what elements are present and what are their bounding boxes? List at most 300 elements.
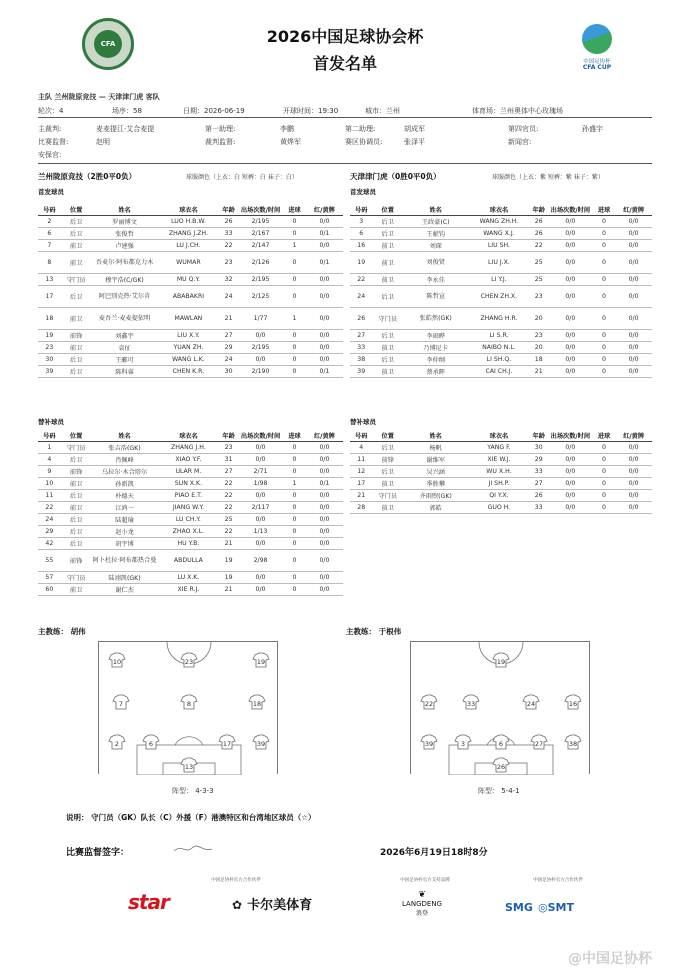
table-cell: 0/0	[306, 453, 343, 465]
table-cell: 后卫	[61, 215, 92, 227]
table-cell: 21	[219, 537, 238, 549]
referee-name: 麦麦提江·艾合麦提	[96, 125, 155, 133]
press-officer-label: 新闻官:	[508, 138, 532, 146]
table-cell: 0	[593, 239, 615, 251]
table-cell: ZHANG J.H.	[158, 441, 220, 453]
table-cell: 7	[38, 239, 61, 251]
table-cell: 23	[219, 441, 238, 453]
langdeng-name: LANGDENG	[402, 900, 442, 908]
table-cell: 57	[38, 571, 61, 583]
table-cell: 32	[219, 273, 238, 285]
table-cell: 25	[219, 513, 238, 525]
table-cell: 24	[38, 513, 61, 525]
table-cell: 29	[219, 341, 238, 353]
table-cell: 0/0	[238, 583, 283, 595]
table-cell: 0/0	[548, 227, 593, 239]
shirt-number: 26	[496, 763, 506, 771]
table-cell: 2/98	[238, 549, 283, 571]
table-row	[350, 477, 652, 489]
table-cell: 前卫	[372, 251, 403, 273]
table-cell: CHEN K.R.	[158, 365, 220, 377]
table-cell: 守门员	[61, 571, 92, 583]
table-cell: 26	[350, 307, 372, 329]
table-cell: 前锋	[61, 465, 92, 477]
pitch-lines	[99, 642, 279, 775]
table-cell: 乌拉尔·木合塔尔	[92, 465, 158, 477]
table-cell: 孙新凯	[92, 477, 158, 489]
table-cell: 后卫	[61, 489, 92, 501]
table-cell: CHEN ZH.X.	[468, 285, 529, 307]
home-starters-label: 首发球员	[38, 188, 64, 196]
table-row	[38, 477, 343, 489]
table-cell: 0	[283, 365, 306, 377]
table-cell: ABABAKRI	[158, 285, 220, 307]
table-cell: 0	[593, 453, 615, 465]
table-cell: 19	[219, 571, 238, 583]
table-cell: 0/0	[615, 215, 652, 227]
table-cell: 前卫	[61, 251, 92, 273]
table-cell: MU Q.Y.	[158, 273, 220, 285]
table-cell: WUMAR	[158, 251, 220, 273]
table-cell: 0/0	[306, 513, 343, 525]
table-cell: LIU SH.	[468, 239, 529, 251]
player-shirt-icon	[421, 695, 437, 709]
column-header: 位置	[372, 430, 403, 441]
table-cell: 0	[593, 489, 615, 501]
table-cell: WU X.H.	[468, 465, 529, 477]
table-cell: 2/117	[238, 501, 283, 513]
table-cell: 吾麦尔·阿布都克力木	[92, 251, 158, 273]
table-cell: LI SH.Q.	[468, 353, 529, 365]
column-header: 球衣名	[468, 204, 529, 215]
shirt-number: 17	[222, 740, 232, 748]
table-cell: 0/0	[548, 239, 593, 251]
cfa-logo-text: CFA	[94, 30, 122, 58]
table-cell: 前卫	[372, 365, 403, 377]
shirt-number: 24	[526, 700, 536, 708]
table-cell: 齐雨煦(GK)	[403, 489, 468, 501]
column-header: 出场次数/时间	[548, 204, 593, 215]
table-cell: YANG F.	[468, 441, 529, 453]
column-header: 姓名	[403, 204, 468, 215]
column-header: 球衣名	[468, 430, 529, 441]
column-header: 球衣名	[158, 204, 220, 215]
table-row	[350, 285, 652, 307]
shirt-number: 39	[256, 740, 266, 748]
table-cell: 0	[593, 477, 615, 489]
assistant1-label: 第一助理:	[205, 125, 236, 133]
away-coach: 主教练： 于根伟	[346, 627, 402, 636]
table-cell: 乃博尼卡	[403, 341, 468, 353]
table-row	[350, 353, 652, 365]
table-cell: 2/147	[238, 239, 283, 251]
table-cell: 2/126	[238, 251, 283, 273]
table-row	[350, 341, 652, 353]
table-cell: 26	[219, 215, 238, 227]
table-cell: LU CH.Y.	[158, 513, 220, 525]
table-cell: 17	[38, 285, 61, 307]
table-cell: 李仲纲	[403, 353, 468, 365]
table-cell: 22	[350, 273, 372, 285]
table-row	[38, 239, 343, 251]
column-header: 出场次数/时间	[238, 204, 283, 215]
table-cell: 陆超瑜	[92, 513, 158, 525]
table-row	[38, 513, 343, 525]
table-cell: 0/0	[238, 571, 283, 583]
cup-logo-line2: CFA CUP	[582, 64, 612, 71]
table-cell: 33	[530, 465, 548, 477]
assistant2-name: 胡成军	[404, 125, 425, 133]
player-shirt-icon	[493, 653, 509, 667]
table-cell: 后卫	[61, 285, 92, 307]
table-row	[38, 465, 343, 477]
shirt-number: 33	[466, 700, 476, 708]
table-cell: 2/195	[238, 341, 283, 353]
table-cell: 0	[593, 215, 615, 227]
table-cell: 9	[38, 465, 61, 477]
table-row	[38, 329, 343, 341]
table-cell: 23	[530, 285, 548, 307]
table-cell: 0/0	[615, 353, 652, 365]
player-shirt-icon	[253, 735, 269, 749]
shirt-number: 18	[252, 700, 262, 708]
table-cell: 8	[38, 251, 61, 273]
table-cell: 0	[593, 365, 615, 377]
table-cell: 0	[283, 525, 306, 537]
player-shirt-icon	[493, 758, 509, 772]
player-shirt-icon	[109, 653, 125, 667]
table-row	[350, 453, 652, 465]
table-cell: 前锋	[61, 549, 92, 571]
table-cell: 0	[283, 273, 306, 285]
shirt-number: 10	[112, 658, 122, 666]
away-subs-table	[350, 430, 652, 514]
column-header: 进球	[283, 204, 306, 215]
table-cell: 17	[350, 477, 372, 489]
table-cell: 27	[350, 329, 372, 341]
table-cell: 0/0	[238, 453, 283, 465]
table-cell: 0	[283, 537, 306, 549]
table-cell: 肖佩峰	[92, 453, 158, 465]
table-cell: 0/0	[306, 549, 343, 571]
table-cell: 26	[530, 215, 548, 227]
penalty-arc	[175, 737, 203, 745]
table-cell: 0/0	[548, 353, 593, 365]
table-cell: 23	[530, 329, 548, 341]
table-cell: 1/13	[238, 525, 283, 537]
player-shirt-icon	[253, 653, 269, 667]
table-cell: 29	[530, 453, 548, 465]
table-cell: 0/0	[615, 251, 652, 273]
table-cell: JI SH.P.	[468, 477, 529, 489]
column-header: 红/黄牌	[306, 204, 343, 215]
table-cell: 前卫	[61, 501, 92, 513]
table-cell: 0/1	[306, 227, 343, 239]
table-cell: 0	[593, 441, 615, 453]
table-cell: 0/0	[238, 353, 283, 365]
table-cell: 0/0	[548, 215, 593, 227]
table-cell: 12	[350, 465, 372, 477]
home-subs-table	[38, 430, 343, 596]
table-cell: 陆翊凯(GK)	[92, 571, 158, 583]
table-cell: 4	[38, 453, 61, 465]
table-cell: 张皓然(GK)	[403, 307, 468, 329]
table-cell: 卢建强	[92, 239, 158, 251]
table-cell: 0/1	[306, 477, 343, 489]
table-row	[38, 525, 343, 537]
kaier-sponsor-name: 卡尔美体育	[247, 898, 313, 913]
table-cell: 季胜攀	[403, 477, 468, 489]
table-cell: 0/0	[615, 441, 652, 453]
table-cell: 0	[593, 329, 615, 341]
table-cell: 0	[283, 285, 306, 307]
table-cell: 0/0	[306, 239, 343, 251]
table-cell: 27	[530, 477, 548, 489]
player-shirt-icon	[181, 758, 197, 772]
table-cell: 0/0	[548, 501, 593, 513]
table-cell: LU X.K.	[158, 571, 220, 583]
table-cell: 蔡承晖	[403, 365, 468, 377]
player-shirt-icon	[531, 735, 547, 749]
match-supervisor-name: 赵明	[96, 138, 110, 146]
star-icon: ☆	[301, 813, 308, 822]
table-cell: 后卫	[61, 513, 92, 525]
table-cell: 麦吾兰·麦麦提依明	[92, 307, 158, 329]
teams-line: 主队 兰州陇原竞技 — 天津津门虎 客队	[38, 93, 160, 101]
table-cell: 0/0	[238, 489, 283, 501]
column-header: 年龄	[530, 430, 548, 441]
column-header: 红/黄牌	[615, 204, 652, 215]
table-cell: 赵小龙	[92, 525, 158, 537]
table-cell: 0	[283, 513, 306, 525]
table-cell: 0/0	[615, 501, 652, 513]
table-row	[350, 227, 652, 239]
table-cell: 26	[530, 489, 548, 501]
divider	[38, 163, 652, 164]
player-shirt-icon	[565, 735, 581, 749]
match-date: 日期：2026-06-19	[183, 107, 245, 115]
table-cell: 0/0	[548, 365, 593, 377]
table-cell: 0/0	[615, 329, 652, 341]
coordinator-label: 赛区协调员:	[345, 138, 383, 146]
table-cell: CAI CH.J.	[468, 365, 529, 377]
table-cell: 0	[283, 549, 306, 571]
away-formation: 阵型： 5-4-1	[478, 787, 520, 795]
table-cell: 朴德天	[92, 489, 158, 501]
table-cell: 后卫	[61, 227, 92, 239]
table-cell: 袁征	[92, 341, 158, 353]
table-cell: 39	[38, 365, 61, 377]
table-row	[38, 583, 343, 595]
table-cell: 0/0	[306, 489, 343, 501]
table-cell: 前卫	[372, 501, 403, 513]
table-cell: 0/0	[615, 489, 652, 501]
table-cell: 张俊哲	[92, 227, 158, 239]
column-header: 号码	[38, 204, 61, 215]
table-cell: 0	[283, 441, 306, 453]
smt-name: SMT	[547, 901, 574, 914]
table-cell: WANG L.K.	[158, 353, 220, 365]
table-cell: LU J.CH.	[158, 239, 220, 251]
cup-logo-line1: 中国足协杯	[583, 59, 611, 65]
table-cell: 0/0	[238, 329, 283, 341]
table-cell: 13	[38, 273, 61, 285]
table-cell: 0/0	[548, 307, 593, 329]
column-header: 号码	[38, 430, 61, 441]
table-cell: 22	[38, 501, 61, 513]
table-cell: 21	[219, 307, 238, 329]
table-row	[38, 441, 343, 453]
column-header: 号码	[350, 430, 372, 441]
away-formation-pitch	[410, 641, 590, 774]
table-cell: 0	[593, 227, 615, 239]
table-cell: 王郦可	[92, 353, 158, 365]
match-supervisor-label: 比赛监督:	[38, 138, 69, 146]
table-cell: 0/0	[548, 477, 593, 489]
legend	[66, 812, 315, 823]
table-cell: 29	[38, 525, 61, 537]
table-cell: 0/0	[548, 465, 593, 477]
table-cell: NAIBO N.L.	[468, 341, 529, 353]
column-header: 位置	[61, 204, 92, 215]
table-cell: 刘鑫宇	[92, 329, 158, 341]
table-cell: 前卫	[372, 341, 403, 353]
table-cell: 0/0	[306, 273, 343, 285]
table-cell: 后卫	[372, 329, 403, 341]
referee-supervisor-name: 黄烨军	[280, 138, 301, 146]
home-starters-table	[38, 204, 343, 378]
table-cell: 23	[38, 341, 61, 353]
table-cell: 王献钧	[403, 227, 468, 239]
table-row	[350, 273, 652, 285]
table-cell: XIE R.J.	[158, 583, 220, 595]
shirt-number: 7	[118, 700, 124, 708]
column-header: 进球	[593, 430, 615, 441]
page-subtitle: 首发名单	[312, 54, 377, 73]
table-cell: 陈哲宣	[403, 285, 468, 307]
player-shirt-icon	[109, 735, 125, 749]
table-cell: 0/0	[548, 251, 593, 273]
table-cell: LI Y.J.	[468, 273, 529, 285]
table-cell: 0	[593, 465, 615, 477]
table-cell: LI S.R.	[468, 329, 529, 341]
table-cell: 吴兴涵	[403, 465, 468, 477]
table-cell: 16	[350, 239, 372, 251]
table-row	[38, 453, 343, 465]
table-cell: 6	[38, 227, 61, 239]
table-cell: 阿巴别克热·艾尔肯	[92, 285, 158, 307]
kickoff-time: 开球时间：19:30	[283, 107, 339, 115]
fourth-official-name: 孙盛宇	[582, 125, 603, 133]
table-cell: 后卫	[61, 353, 92, 365]
table-cell: 胡宇博	[92, 537, 158, 549]
table-row	[38, 353, 343, 365]
table-cell: 0/0	[306, 441, 343, 453]
table-cell: 0/0	[615, 285, 652, 307]
column-header: 红/黄牌	[615, 430, 652, 441]
divider	[38, 117, 652, 118]
away-starters-table	[350, 204, 652, 378]
table-cell: 0/0	[615, 307, 652, 329]
table-row	[38, 307, 343, 329]
table-cell: 0/0	[306, 501, 343, 513]
table-cell: 20	[530, 341, 548, 353]
table-cell: 前锋	[61, 329, 92, 341]
table-cell: 穆宇浩(C/GK)	[92, 273, 158, 285]
table-cell: ZHANG J.ZH.	[158, 227, 220, 239]
table-cell: 刘琛	[403, 239, 468, 251]
table-cell: 0/1	[306, 365, 343, 377]
table-cell: 守门员	[372, 307, 403, 329]
table-cell: 后卫	[372, 215, 403, 227]
table-cell: 江鸿一	[92, 501, 158, 513]
signature-mark	[172, 842, 214, 856]
table-cell: 1	[283, 477, 306, 489]
shirt-number: 6	[148, 740, 154, 748]
table-cell: 0/0	[548, 329, 593, 341]
table-cell: 0	[593, 501, 615, 513]
shirt-number: 23	[184, 658, 194, 666]
table-cell: 19	[38, 329, 61, 341]
table-cell: 28	[350, 501, 372, 513]
table-cell: 0	[283, 251, 306, 273]
player-shirt-icon	[523, 695, 539, 709]
table-cell: 0/0	[548, 489, 593, 501]
table-cell: 0	[283, 329, 306, 341]
city: 城市：兰州	[365, 107, 400, 115]
table-cell: 27	[219, 329, 238, 341]
table-cell: GUO H.	[468, 501, 529, 513]
shirt-number: 22	[424, 700, 434, 708]
table-cell: 0/0	[615, 453, 652, 465]
table-cell: 0/0	[615, 465, 652, 477]
table-row	[38, 341, 343, 353]
table-cell: 18	[530, 353, 548, 365]
table-cell: 39	[350, 365, 372, 377]
legend-end: ）	[307, 813, 316, 822]
table-cell: 0/0	[238, 441, 283, 453]
table-cell: JIANG W.Y.	[158, 501, 220, 513]
table-row	[38, 227, 343, 239]
table-cell: 0/0	[306, 329, 343, 341]
table-cell: 0/0	[548, 341, 593, 353]
round: 轮次：4	[38, 107, 64, 115]
column-header: 红/黄牌	[306, 430, 343, 441]
table-cell: 谢维军	[403, 453, 468, 465]
table-cell: 王政豪(C)	[403, 215, 468, 227]
table-cell: SUN X.K.	[158, 477, 220, 489]
home-team-name: 兰州陇原竞技（2胜0平0负）	[38, 172, 137, 181]
player-shirt-icon	[143, 735, 159, 749]
shirt-number: 13	[184, 763, 194, 771]
table-cell: 后卫	[61, 537, 92, 549]
table-cell: 罗丽博文	[92, 215, 158, 227]
table-cell: 11	[38, 489, 61, 501]
table-cell: 22	[219, 477, 238, 489]
table-row	[38, 215, 343, 227]
shirt-number: 19	[256, 658, 266, 666]
table-cell: 后卫	[372, 441, 403, 453]
table-cell: 0/0	[238, 537, 283, 549]
table-cell: 0	[283, 453, 306, 465]
table-row	[350, 215, 652, 227]
table-cell: 26	[530, 227, 548, 239]
cup-ball-icon	[582, 24, 612, 54]
table-cell: 守门员	[61, 441, 92, 453]
table-cell: 0/0	[306, 525, 343, 537]
table-cell: 30	[530, 441, 548, 453]
table-cell: 2/195	[238, 215, 283, 227]
